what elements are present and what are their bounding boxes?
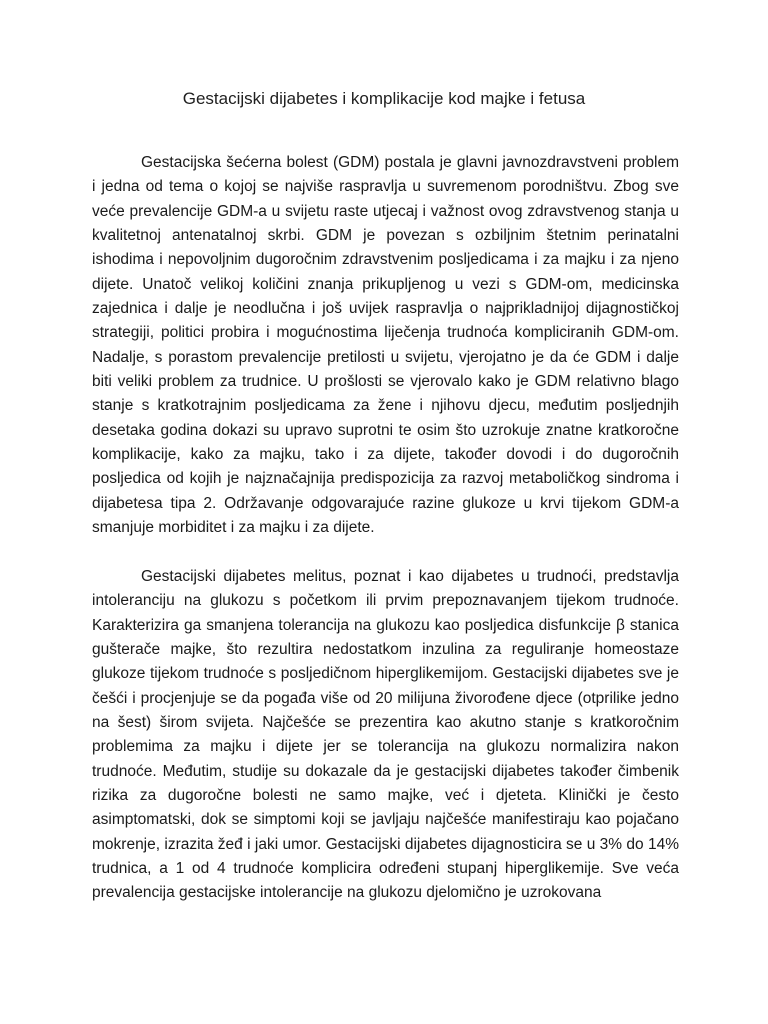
paragraph-block-1 — [92, 151, 679, 541]
paragraph-1: Gestacijska šećerna bolest (GDM) postala je glavni javnozdravstveni problem i jedna od tema o kojoj se najviše raspravlja u suvremenom porodništvu. Zbog sve veće prevalencije GDM-a u svijetu raste utjecaj i važnost ovog zdravstvenog stanja u kvalitetnoj antenatalnoj skrbi. GDM je povezan s ozbiljnim štetnim perinatalni ishodima i nepovoljnim dugoročnim zdravstvenim posljedicama i za majku i za njeno dijete. Unatoč velikoj količini znanja prikupljenog u vezi s GDM-om, medicinska zajednica i dalje je neodlučna i još uvijek raspravlja o najprikladnijoj dijagnostičkoj strategiji, politici probira i mogućnostima liječenja trudnoća kompliciranih GDM-om. Nadalje, s porastom prevalencije pretilosti u svijetu, vjerojatno je da će GDM i dalje biti veliki problem za trudnice. U prošlosti se vjerovalo kako je GDM relativno blago stanje s kratkotrajnim posljedicama za žene i njihovu djecu, međutim posljednjih desetaka godina dokazi su upravo suprotni te osim što uzrokuje znatne kratkoročne komplikacije, kako za majku, tako i za dijete, također dovodi i do dugoročnih posljedica od kojih je najznačajnija predispozicija za razvoj metaboličkog sindroma i dijabetesa tipa 2. Održavanje odgovarajuće razine glukoze u krvi tijekom GDM-a smanjuje morbiditet i za majku i za dijete. — [92, 154, 679, 537]
paragraph-2: Gestacijski dijabetes melitus, poznat i kao dijabetes u trudnoći, predstavlja intoleranciju na glukozu s početkom ili prvim prepoznavanjem tijekom trudnoće. Karakterizira ga smanjena tolerancija na glukozu kao posljedica disfunkcije β stanica gušterače majke, što rezultira nedostatkom inzulina za reguliranje homeostaze glukoze tijekom trudnoće s posljedičnom hiperglikemijom. Gestacijski dijabetes sve je češći i procjenjuje se da pogađa više od 20 milijuna živorođene djece (otprilike jedno na šest) širom svijeta. Najčešće se prezentira kao akutno stanje s kratkoročnim problemima za majku i dijete jer se tolerancija na glukozu normalizira nakon trudnoće. Međutim, studije su dokazale da je gestacijski dijabetes također čimbenik rizika za dugoročne bolesti ne samo majke, već i djeteta. Klinički je često asimptomatski, dok se simptomi koji se javljaju najčešće manifestiraju kao pojačano mokrenje, izrazita žeđ i jaki umor. Gestacijski dijabetes dijagnosticira se u 3% do 14% trudnica, a 1 od 4 trudnoće komplicira određeni stupanj hiperglikemije. Sve veća prevalencija gestacijske intolerancije na glukozu djelomično je uzrokovana — [92, 568, 679, 902]
paragraph-block-2 — [92, 565, 679, 906]
document-title: Gestacijski dijabetes i komplikacije kod majke i fetusa — [182, 89, 586, 108]
